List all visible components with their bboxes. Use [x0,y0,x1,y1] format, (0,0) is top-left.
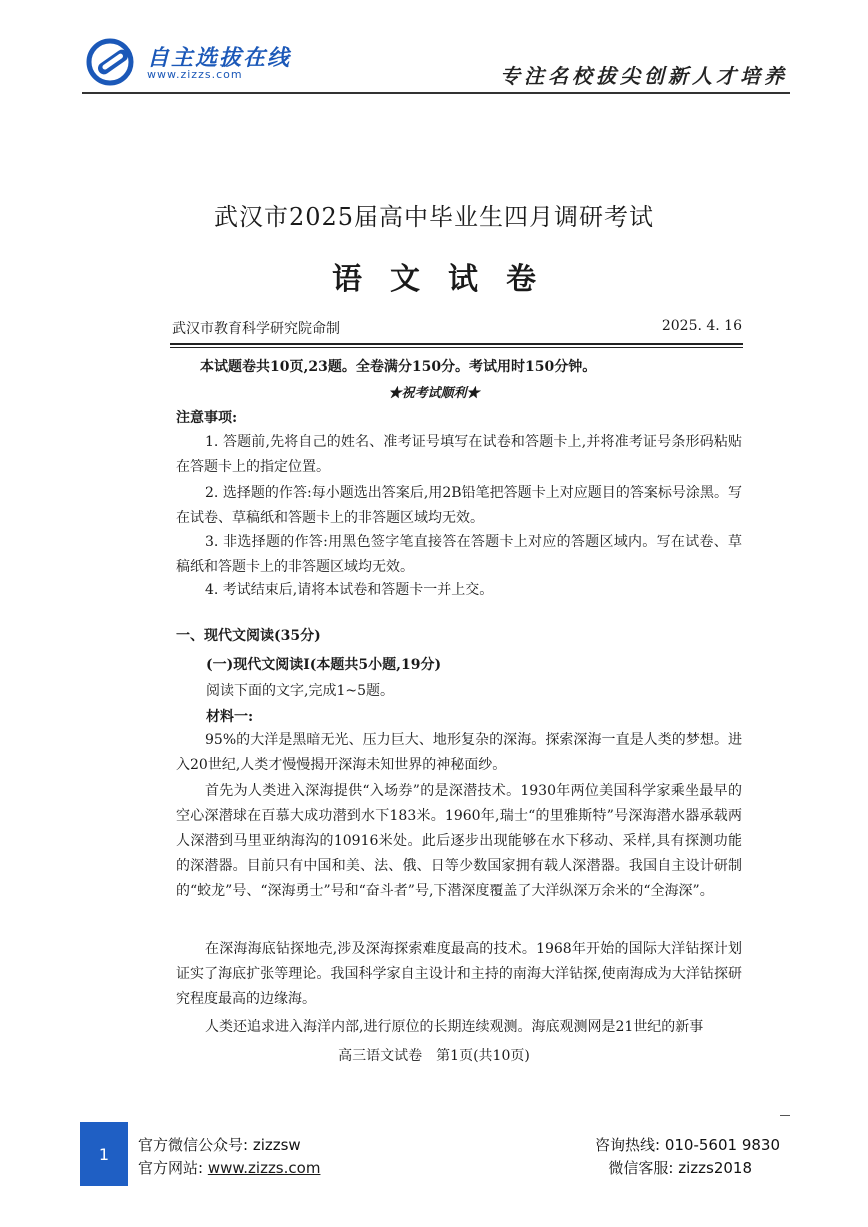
footer-website-link[interactable]: www.zizzs.com [207,1159,321,1177]
footer-tick [780,1115,790,1116]
material-paragraph: 首先为人类进入深海提供“入场券”的是深潜技术。1930年两位美国科学家乘坐最早的空心深潜球在百慕大成功潜到水下183米。1960年,瑞士“的里雅斯特”号深海潜水器承载两人深潜到马里亚纳海沟的10916米处。此后逐步出现能够在水下移动、采样,具有探测功能的深潜器。目前只有中国和美、法、俄、日等少数国家拥有载人深潜器。我国自主设计研制的“蛟龙”号、“深海勇士”号和“奋斗者”号,下潜深度覆盖了大洋纵深万余米的“全海深”。 [176,783,742,899]
footer-hotline: 咨询热线: 010-5601 9830 [595,1136,780,1154]
slogan: 专注名校拔尖创新人才培养 [500,64,788,88]
title-divider-thin [170,347,743,348]
good-luck-banner: ★祝考试顺利★ [388,386,480,401]
page-number-badge: 1 [80,1122,128,1186]
header-divider [82,92,790,94]
exam-date: 2025. 4. 16 [661,318,742,334]
note-item: 2. 选择题的作答:每小题选出答案后,用2B铅笔把答题卡上对应题目的答案标号涂黑。写在试卷、草稿纸和答题卡上的非答题区域均无效。 [176,485,742,526]
footer-wechat: 官方微信公众号: zizzsw [138,1136,301,1154]
section-heading: 一、现代文阅读(35分) [176,628,321,644]
subsection-heading: (一)现代文阅读Ⅰ(本题共5小题,19分) [206,657,442,673]
paper-title: 语文试卷 [332,262,564,297]
exam-title: 武汉市2025届高中毕业生四月调研考试 [213,203,655,231]
brand-logo-icon [86,38,138,86]
material-paragraph: 在深海海底钻探地壳,涉及深海探索难度最高的技术。1968年开始的国际大洋钻探计划证实了海底扩张等理论。我国科学家自主设计和主持的南海大洋钻探,使南海成为大洋钻探研究程度最高的边缘海。 [176,941,742,1007]
footer-website-label: 官方网站: [138,1159,208,1177]
title-divider [170,343,743,345]
exam-info: 本试题卷共10页,23题。全卷满分150分。考试用时150分钟。 [200,359,597,375]
material-paragraph: 人类还追求进入海洋内部,进行原位的长期连续观测。海底观测网是21世纪的新事 [205,1019,704,1035]
brand-name: 自主选拔在线 [147,46,292,71]
page-footer: 高三语文试卷 第1页(共10页) [338,1048,530,1064]
note-item: 4. 考试结束后,请将本试卷和答题卡一并上交。 [205,582,494,598]
brand-url: www.zizzs.com [147,68,243,81]
footer-website [138,1157,320,1178]
footer-service: 微信客服: zizzs2018 [608,1159,752,1177]
material-label: 材料一: [206,709,254,725]
material-paragraph: 95%的大洋是黑暗无光、压力巨大、地形复杂的深海。探索深海一直是人类的梦想。进入20世纪,人类才慢慢揭开深海未知世界的神秘面纱。 [176,732,742,773]
issuer: 武汉市教育科学研究院命制 [172,321,340,337]
reading-instruction: 阅读下面的文字,完成1~5题。 [206,683,394,699]
note-item: 3. 非选择题的作答:用黑色签字笔直接答在答题卡上对应的答题区域内。写在试卷、草稿纸和答题卡上的非答题区域均无效。 [176,534,742,575]
note-item: 1. 答题前,先将自己的姓名、准考证号填写在试卷和答题卡上,并将准考证号条形码粘贴在答题卡上的指定位置。 [176,434,742,475]
notes-heading: 注意事项: [176,410,238,426]
